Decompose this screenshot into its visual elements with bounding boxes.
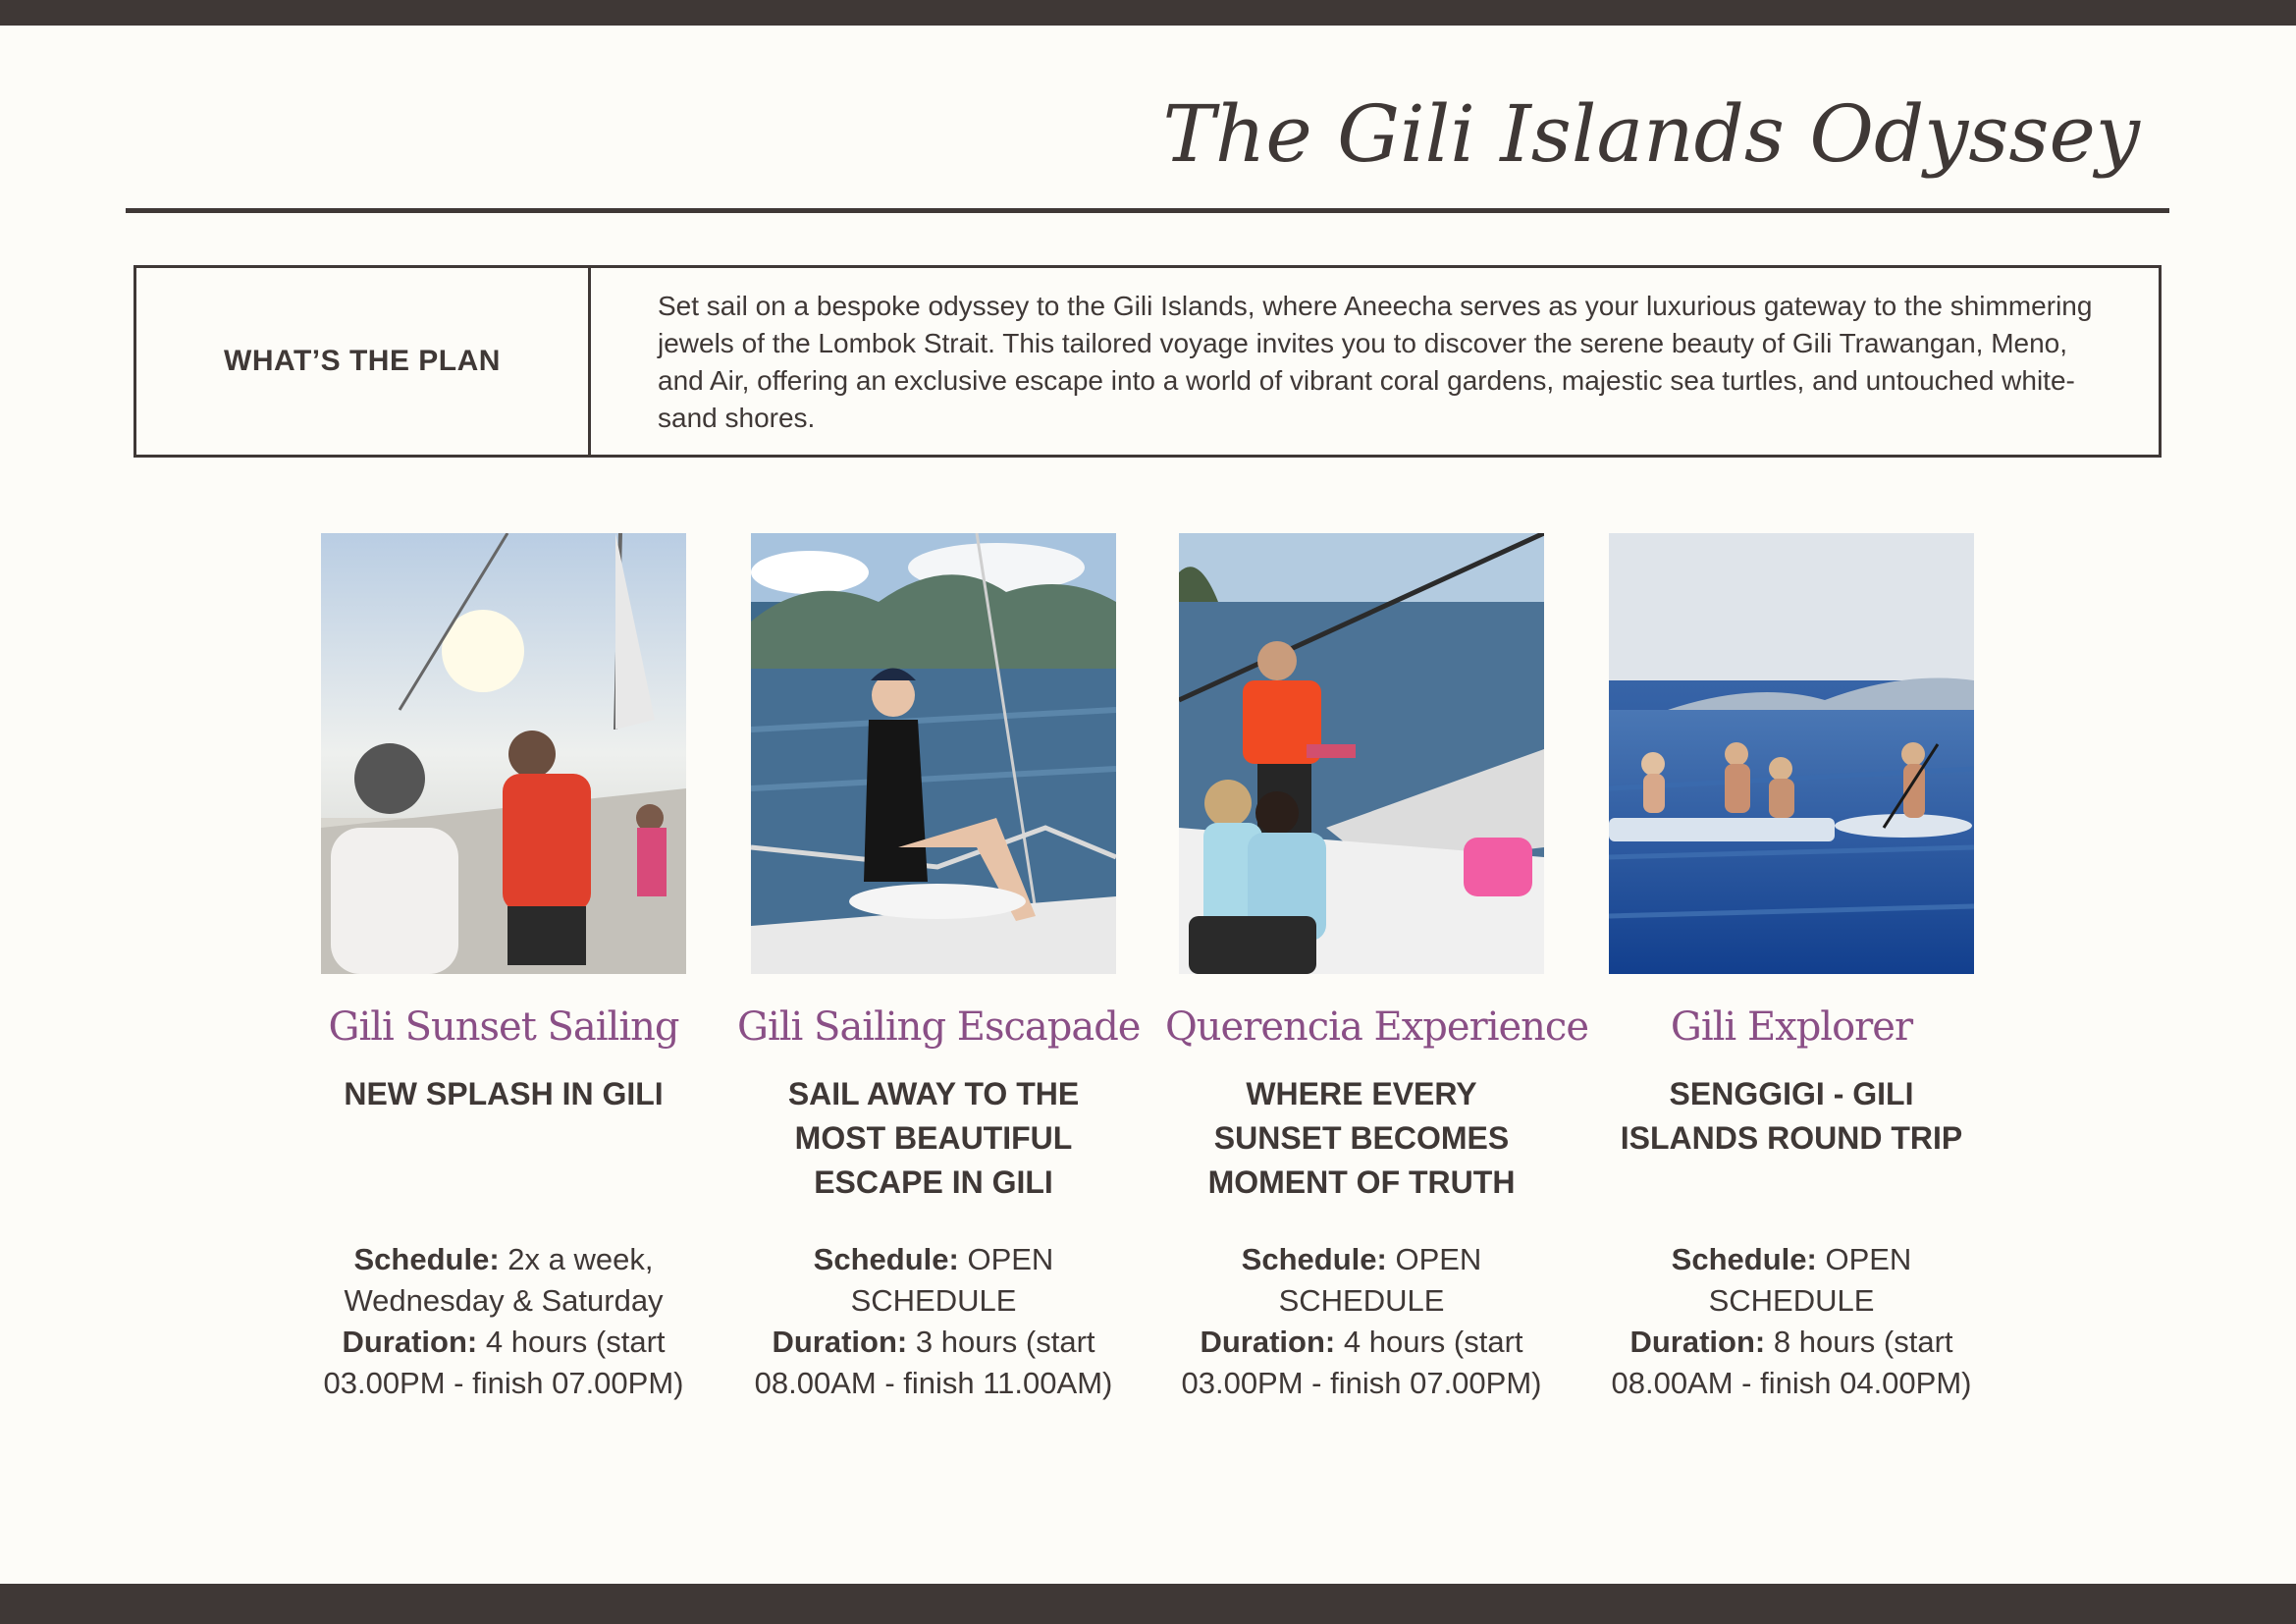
- duration-value: 4 hours (start 03.00PM - finish 07.00PM): [1181, 1325, 1542, 1400]
- tour-subtitle: SENGGIGI - GILI ISLANDS ROUND TRIP: [1620, 1076, 1963, 1156]
- schedule-value: OPEN SCHEDULE: [850, 1242, 1054, 1318]
- tour-details: [737, 1239, 1130, 1404]
- schedule-value: OPEN SCHEDULE: [1708, 1242, 1912, 1318]
- tour-photo: [1609, 533, 1974, 974]
- top-border-bar: [0, 0, 2296, 26]
- plan-table: [133, 265, 2162, 458]
- schedule-label: Schedule:: [1671, 1242, 1817, 1276]
- plan-description: Set sail on a bespoke odyssey to the Gili Islands, where Aneecha serves as your luxurious gateway to the shimmering jewels of the Lombok Strait. This tailored voyage invites you to discover the serene beauty of Gili Trawangan, Meno, and Air, offering an exclusive escape into a world of vibrant coral gardens, majestic sea turtles, and untouched white-sand shores.: [658, 291, 2093, 433]
- schedule-value: 2x a week, Wednesday & Saturday: [344, 1242, 664, 1318]
- tour-card-querencia-experience: [1165, 533, 1588, 1404]
- tour-photo: [751, 533, 1116, 974]
- schedule-value: OPEN SCHEDULE: [1278, 1242, 1482, 1318]
- tour-subtitle: SAIL AWAY TO THE MOST BEAUTIFUL ESCAPE IN GILI: [787, 1076, 1080, 1200]
- tour-card-sailing-escapade: [737, 533, 1141, 1404]
- tour-photo: [321, 533, 686, 974]
- tour-subtitle: WHERE EVERY SUNSET BECOMES MOMENT OF TRUTH: [1207, 1076, 1516, 1200]
- duration-label: Duration:: [772, 1325, 908, 1359]
- tour-details: [1595, 1239, 1988, 1404]
- duration-value: 3 hours (start 08.00AM - finish 11.00AM): [754, 1325, 1113, 1400]
- tour-photo: [1179, 533, 1544, 974]
- tour-title: Gili Explorer: [1670, 1004, 1913, 1050]
- duration-label: Duration:: [1629, 1325, 1766, 1359]
- schedule-label: Schedule:: [353, 1242, 500, 1276]
- bottom-border-bar: [0, 1584, 2296, 1624]
- duration-value: 4 hours (start 03.00PM - finish 07.00PM): [323, 1325, 684, 1400]
- tour-subtitle: NEW SPLASH IN GILI: [344, 1076, 664, 1111]
- schedule-label: Schedule:: [813, 1242, 959, 1276]
- page-title: The Gili Islands Odyssey: [1162, 88, 2140, 180]
- tour-card-sunset-sailing: [307, 533, 700, 1404]
- title-divider: [126, 208, 2169, 213]
- tour-details: [1165, 1239, 1558, 1404]
- plan-label: WHAT’S THE PLAN: [136, 268, 591, 455]
- duration-label: Duration:: [342, 1325, 478, 1359]
- tour-card-gili-explorer: [1595, 533, 1988, 1404]
- tour-title: Gili Sailing Escapade: [737, 1004, 1141, 1050]
- tour-details: [307, 1239, 700, 1404]
- tour-title: Gili Sunset Sailing: [328, 1004, 679, 1050]
- schedule-label: Schedule:: [1241, 1242, 1387, 1276]
- duration-value: 8 hours (start 08.00AM - finish 04.00PM): [1611, 1325, 1972, 1400]
- tour-title: Querencia Experience: [1165, 1004, 1588, 1050]
- duration-label: Duration:: [1200, 1325, 1336, 1359]
